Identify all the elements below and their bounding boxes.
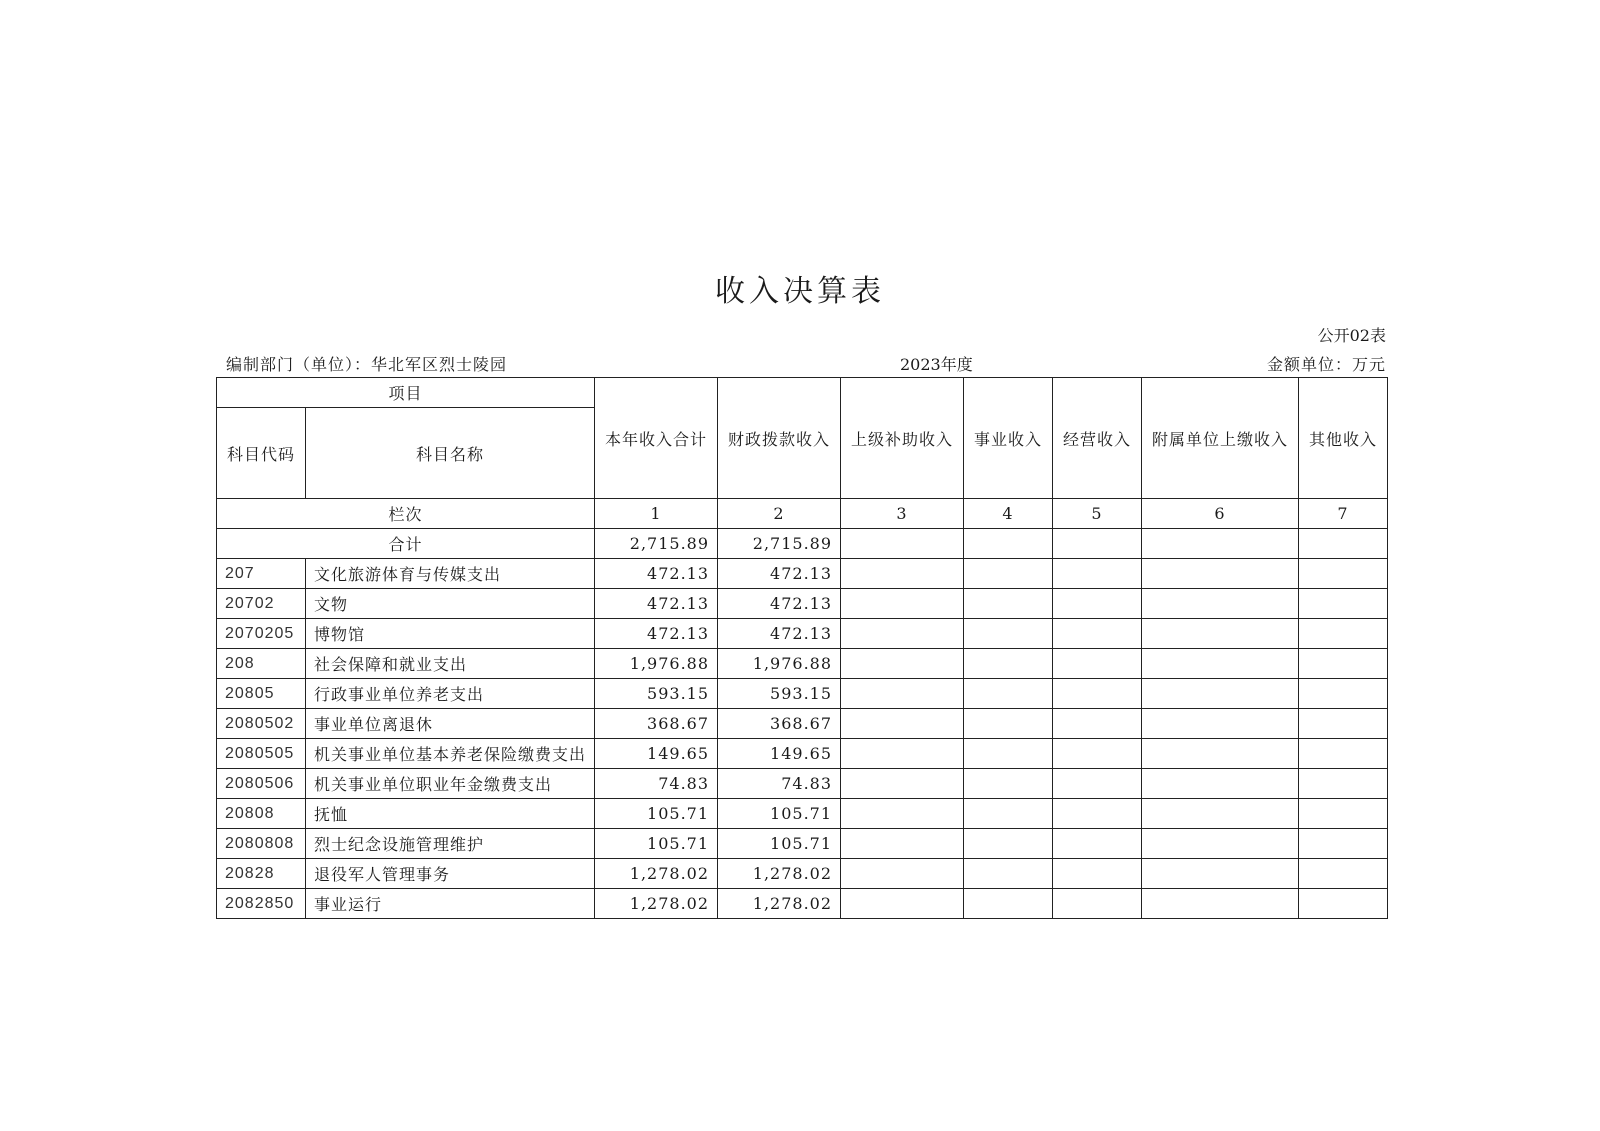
row-value xyxy=(1299,859,1388,889)
row-value xyxy=(1053,649,1142,679)
row-value: 472.13 xyxy=(595,559,718,589)
row-value: 1,278.02 xyxy=(595,889,718,919)
row-value xyxy=(841,739,964,769)
row-code: 20702 xyxy=(217,589,306,619)
row-value: 1,278.02 xyxy=(718,889,841,919)
row-value xyxy=(964,559,1053,589)
row-value xyxy=(964,859,1053,889)
row-value xyxy=(1053,589,1142,619)
header-col-superior: 上级补助收入 xyxy=(841,378,964,499)
table-row xyxy=(217,589,1388,619)
row-value xyxy=(1142,559,1299,589)
row-value xyxy=(964,769,1053,799)
page-title: 收入决算表 xyxy=(715,274,885,309)
table-row xyxy=(217,859,1388,889)
row-value: 593.15 xyxy=(595,679,718,709)
row-value xyxy=(964,619,1053,649)
header-col-affiliated: 附属单位上缴收入 xyxy=(1142,378,1299,499)
form-number: 公开02表 xyxy=(1317,326,1386,345)
header-code: 科目代码 xyxy=(217,408,306,499)
row-code: 2082850 xyxy=(217,889,306,919)
column-index-label: 栏次 xyxy=(217,499,595,529)
row-value xyxy=(964,739,1053,769)
row-value: 149.65 xyxy=(718,739,841,769)
row-value: 472.13 xyxy=(718,559,841,589)
row-value xyxy=(1142,829,1299,859)
row-value: 74.83 xyxy=(718,769,841,799)
row-name: 机关事业单位职业年金缴费支出 xyxy=(306,769,595,799)
row-value: 105.71 xyxy=(718,829,841,859)
column-index-num: 3 xyxy=(841,499,964,529)
row-value xyxy=(1299,619,1388,649)
row-name: 事业运行 xyxy=(306,889,595,919)
row-code: 20828 xyxy=(217,859,306,889)
row-name: 机关事业单位基本养老保险缴费支出 xyxy=(306,739,595,769)
row-value xyxy=(841,619,964,649)
total-value xyxy=(1299,529,1388,559)
row-value xyxy=(1299,829,1388,859)
row-value xyxy=(1299,769,1388,799)
header-col-total: 本年收入合计 xyxy=(595,378,718,499)
row-value xyxy=(1299,889,1388,919)
row-value xyxy=(1142,739,1299,769)
row-value: 1,278.02 xyxy=(595,859,718,889)
row-value: 1,278.02 xyxy=(718,859,841,889)
currency-unit: 金额单位：万元 xyxy=(1266,355,1386,374)
row-value xyxy=(1142,679,1299,709)
row-value: 74.83 xyxy=(595,769,718,799)
row-value xyxy=(964,679,1053,709)
row-value xyxy=(841,709,964,739)
header-col-other: 其他收入 xyxy=(1299,378,1388,499)
row-value xyxy=(1299,589,1388,619)
column-index-num: 4 xyxy=(964,499,1053,529)
row-value: 1,976.88 xyxy=(595,649,718,679)
row-value xyxy=(1142,859,1299,889)
row-name: 社会保障和就业支出 xyxy=(306,649,595,679)
table-row xyxy=(217,679,1388,709)
row-value xyxy=(1053,619,1142,649)
row-name: 博物馆 xyxy=(306,619,595,649)
row-code: 2080808 xyxy=(217,829,306,859)
row-value xyxy=(1142,799,1299,829)
row-value xyxy=(964,829,1053,859)
row-value xyxy=(1142,619,1299,649)
row-code: 2070205 xyxy=(217,619,306,649)
column-index-num: 7 xyxy=(1299,499,1388,529)
row-value xyxy=(841,589,964,619)
header-project: 项目 xyxy=(217,378,595,408)
row-name: 事业单位离退休 xyxy=(306,709,595,739)
row-value xyxy=(1053,799,1142,829)
row-value xyxy=(1299,649,1388,679)
row-value xyxy=(964,709,1053,739)
row-value xyxy=(1053,859,1142,889)
row-value: 472.13 xyxy=(595,589,718,619)
row-value xyxy=(841,799,964,829)
header-col-business: 事业收入 xyxy=(964,378,1053,499)
total-value: 2,715.89 xyxy=(718,529,841,559)
table-row xyxy=(217,739,1388,769)
row-value xyxy=(964,649,1053,679)
row-value xyxy=(841,679,964,709)
header-col-operating: 经营收入 xyxy=(1053,378,1142,499)
row-value xyxy=(1299,679,1388,709)
column-index-num: 1 xyxy=(595,499,718,529)
table-row xyxy=(217,769,1388,799)
row-name: 文化旅游体育与传媒支出 xyxy=(306,559,595,589)
header-row-1 xyxy=(217,378,1388,408)
row-value: 368.67 xyxy=(718,709,841,739)
row-name: 抚恤 xyxy=(306,799,595,829)
row-code: 2080505 xyxy=(217,739,306,769)
row-value xyxy=(1299,739,1388,769)
table-row xyxy=(217,709,1388,739)
table-row xyxy=(217,829,1388,859)
row-value xyxy=(841,859,964,889)
table-row xyxy=(217,619,1388,649)
row-value xyxy=(1053,559,1142,589)
row-value xyxy=(1299,559,1388,589)
total-value xyxy=(964,529,1053,559)
row-value: 149.65 xyxy=(595,739,718,769)
row-code: 2080502 xyxy=(217,709,306,739)
total-value xyxy=(1053,529,1142,559)
table-row xyxy=(217,799,1388,829)
column-index-num: 5 xyxy=(1053,499,1142,529)
row-code: 20805 xyxy=(217,679,306,709)
table-row xyxy=(217,559,1388,589)
total-value: 2,715.89 xyxy=(595,529,718,559)
row-value xyxy=(1053,769,1142,799)
income-table xyxy=(216,377,1388,919)
row-value xyxy=(1142,769,1299,799)
row-name: 文物 xyxy=(306,589,595,619)
row-value xyxy=(841,649,964,679)
row-value xyxy=(1142,589,1299,619)
row-code: 207 xyxy=(217,559,306,589)
row-name: 退役军人管理事务 xyxy=(306,859,595,889)
row-value: 105.71 xyxy=(595,829,718,859)
row-value xyxy=(964,889,1053,919)
row-code: 208 xyxy=(217,649,306,679)
row-value xyxy=(964,799,1053,829)
row-value xyxy=(1299,709,1388,739)
row-value: 472.13 xyxy=(718,589,841,619)
row-value: 1,976.88 xyxy=(718,649,841,679)
row-value xyxy=(964,589,1053,619)
total-value xyxy=(1142,529,1299,559)
header-name: 科目名称 xyxy=(306,408,595,499)
row-value xyxy=(1053,709,1142,739)
row-code: 2080506 xyxy=(217,769,306,799)
row-value: 593.15 xyxy=(718,679,841,709)
table-row xyxy=(217,889,1388,919)
row-value xyxy=(841,769,964,799)
total-label: 合计 xyxy=(217,529,595,559)
row-value xyxy=(841,559,964,589)
compiling-unit: 编制部门（单位）：华北军区烈士陵园 xyxy=(226,355,508,374)
table-row xyxy=(217,649,1388,679)
row-value xyxy=(1053,889,1142,919)
row-value: 105.71 xyxy=(718,799,841,829)
row-value xyxy=(1299,799,1388,829)
total-row xyxy=(217,529,1388,559)
row-value: 472.13 xyxy=(718,619,841,649)
total-value xyxy=(841,529,964,559)
row-value xyxy=(1053,679,1142,709)
row-value: 105.71 xyxy=(595,799,718,829)
column-index-num: 6 xyxy=(1142,499,1299,529)
row-value xyxy=(1142,649,1299,679)
row-name: 行政事业单位养老支出 xyxy=(306,679,595,709)
column-index-num: 2 xyxy=(718,499,841,529)
row-code: 20808 xyxy=(217,799,306,829)
header-col-fiscal: 财政拨款收入 xyxy=(718,378,841,499)
row-value xyxy=(841,889,964,919)
row-value xyxy=(1053,739,1142,769)
row-value: 368.67 xyxy=(595,709,718,739)
fiscal-year: 2023年度 xyxy=(900,355,973,374)
row-value xyxy=(1142,889,1299,919)
row-value: 472.13 xyxy=(595,619,718,649)
row-value xyxy=(841,829,964,859)
row-value xyxy=(1053,829,1142,859)
column-index-row xyxy=(217,499,1388,529)
row-name: 烈士纪念设施管理维护 xyxy=(306,829,595,859)
row-value xyxy=(1142,709,1299,739)
